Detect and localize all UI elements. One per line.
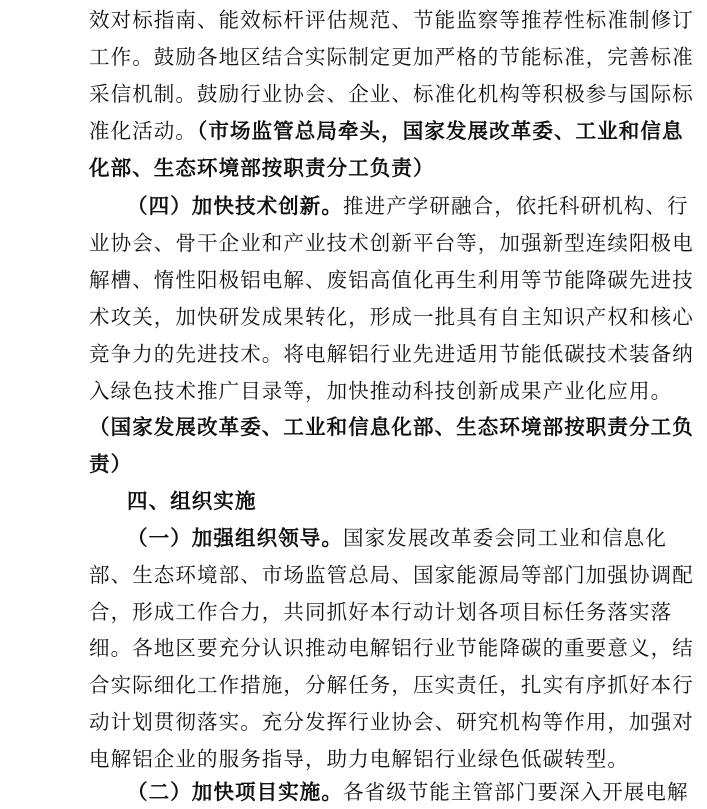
paragraph-line: 术攻关，加快研发成果转化，形成一批具有自主知识产权和核心 (89, 305, 694, 329)
paragraph-line: 业协会、骨干企业和产业技术创新平台等，加强新型连续阳极电 (89, 231, 694, 255)
paragraph-line: 动计划贯彻落实。充分发挥行业协会、研究机构等作用，加强对 (89, 710, 694, 734)
paragraph-line: 电解铝企业的服务指导，助力电解铝行业绿色低碳转型。 (89, 747, 629, 771)
responsibility-note-line: 责） (89, 452, 133, 476)
responsibility-note-line: （国家发展改革委、工业和信息化部、生态环境部按职责分工负 (89, 415, 694, 439)
text-run: 国家发展改革委会同工业和信息化 (343, 526, 667, 550)
responsibility-note: （市场监管总局牵头，国家发展改革委、工业和信息 (197, 119, 684, 143)
section-subheading: （一）加强组织领导。 (127, 526, 343, 550)
paragraph-line: 竞争力的先进技术。将电解铝行业先进适用节能低碳技术装备纳 (89, 342, 694, 366)
paragraph-line: 部、生态环境部、市场监管总局、国家能源局等部门加强协调配 (89, 563, 694, 587)
paragraph-line: 合实际细化工作措施，分解任务，压实责任，扎实有序抓好本行 (89, 673, 694, 697)
text-run: 推进产学研融合，依托科研机构、行 (343, 194, 689, 218)
paragraph-line (127, 192, 689, 220)
section-heading: 四、组织实施 (127, 489, 257, 513)
paragraph-line (127, 778, 689, 806)
responsibility-note-line: 化部、生态环境部按职责分工负责） (89, 156, 435, 180)
section-subheading: （四）加快技术创新。 (127, 194, 343, 218)
paragraph-line: 效对标指南、能效标杆评估规范、节能监察等推荐性标准制修订 (89, 8, 694, 32)
paragraph-line: 采信机制。鼓励行业协会、企业、标准化机构等积极参与国际标 (89, 82, 694, 106)
paragraph-line (89, 117, 684, 145)
paragraph-line: 细。各地区要充分认识推动电解铝行业节能降碳的重要意义，结 (89, 636, 694, 660)
section-subheading: （二）加快项目实施。 (127, 780, 343, 804)
text-run: 各省级节能主管部门要深入开展电解 (343, 780, 689, 804)
paragraph-line (127, 524, 667, 552)
paragraph-line: 合，形成工作合力，共同抓好本行动计划各项目标任务落实落 (89, 600, 673, 624)
text-run: 准化活动。 (89, 119, 197, 143)
paragraph-line: 入绿色技术推广目录等，加快推动科技创新成果产业化应用。 (89, 379, 673, 403)
paragraph-line: 工作。鼓励各地区结合实际制定更加严格的节能标准，完善标准 (89, 45, 694, 69)
paragraph-line: 解槽、惰性阳极铝电解、废铝高值化再生利用等节能降碳先进技 (89, 268, 694, 292)
